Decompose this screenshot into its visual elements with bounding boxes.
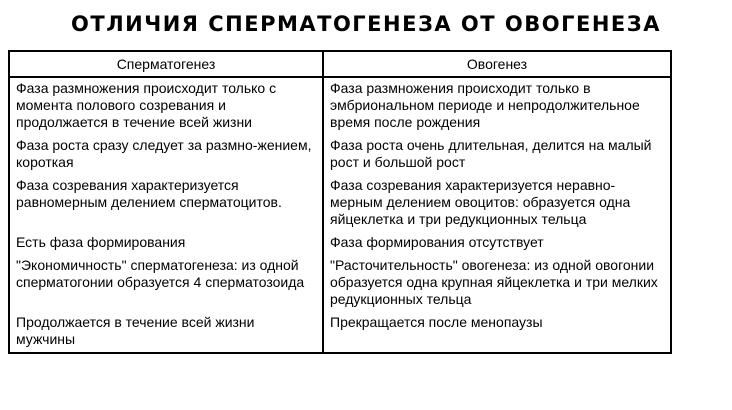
- cell-oogenesis: Фаза формирования отсутствует: [323, 232, 671, 255]
- cell-oogenesis: Фаза созревания характеризуется неравно-мерным делением овоцитов: образуется одна яйцеклетка и три редукционных тельца: [323, 175, 671, 232]
- comparison-table: [8, 50, 672, 354]
- table-row: [9, 135, 671, 175]
- cell-spermatogenesis: Фаза роста сразу следует за размно-жением, короткая: [9, 135, 323, 175]
- cell-spermatogenesis: "Экономичность" сперматогенеза: из одной сперматогонии образуется 4 сперматозоида: [9, 255, 323, 312]
- column-header-spermatogenesis: Сперматогенез: [9, 51, 323, 77]
- cell-spermatogenesis: Фаза размножения происходит только с момента полового созревания и продолжается в течение всей жизни: [9, 77, 323, 135]
- page-title: ОТЛИЧИЯ СПЕРМАТОГЕНЕЗА ОТ ОВОГЕНЕЗА: [71, 12, 661, 36]
- table-row: [9, 255, 671, 312]
- cell-spermatogenesis: Фаза созревания характеризуется равномерным делением сперматоцитов.: [9, 175, 323, 232]
- cell-oogenesis: Фаза роста очень длительная, делится на малый рост и большой рост: [323, 135, 671, 175]
- cell-spermatogenesis: Есть фаза формирования: [9, 232, 323, 255]
- comparison-table-container: [8, 50, 670, 354]
- cell-oogenesis: Фаза размножения происходит только в эмбриональном периоде и непродолжительное время после рождения: [323, 77, 671, 135]
- table-row: [9, 232, 671, 255]
- table-row: [9, 312, 671, 353]
- column-header-oogenesis: Овогенез: [323, 51, 671, 77]
- cell-spermatogenesis: Продолжается в течение всей жизни мужчины: [9, 312, 323, 353]
- cell-oogenesis: Прекращается после менопаузы: [323, 312, 671, 353]
- table-row: [9, 77, 671, 135]
- table-row: [9, 175, 671, 232]
- table-header-row: [9, 51, 671, 77]
- cell-oogenesis: "Расточительность" овогенеза: из одной овогонии образуется одна крупная яйцеклетка и три мелких редукционных тельца: [323, 255, 671, 312]
